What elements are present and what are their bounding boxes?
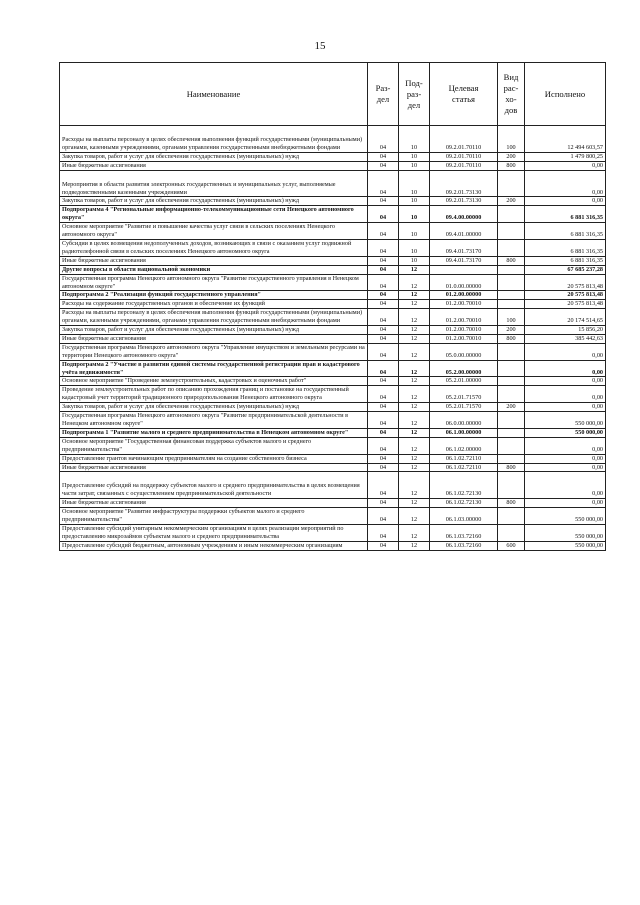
table-row (60, 360, 606, 377)
row-section: 04 (368, 152, 399, 161)
row-target-item: 05.0.00.00000 (430, 343, 498, 360)
row-section: 04 (368, 161, 399, 170)
row-expense-kind: 100 (498, 309, 525, 326)
row-target-item: 05.2.01.71570 (430, 403, 498, 412)
row-target-item: 09.2.01.70110 (430, 161, 498, 170)
table-row (60, 126, 606, 153)
row-executed: 0,00 (525, 170, 606, 197)
row-expense-kind (498, 343, 525, 360)
table-row (60, 223, 606, 240)
row-section: 04 (368, 126, 399, 153)
row-section: 04 (368, 334, 399, 343)
row-section: 04 (368, 541, 399, 550)
row-section: 04 (368, 428, 399, 437)
row-name: Закупка товаров, работ и услуг для обеспечения государственных (муниципальных) нужд (60, 152, 368, 161)
row-name: Подпрограмма 2 "Участие в развитии единой системы государственной регистрации прав и кадастрового учёта недвижимости" (60, 360, 368, 377)
header-target-item (430, 63, 498, 126)
row-name: Мероприятия в области развития электронных государственных и муниципальных услуг, выполняемые подведомственными казенными учреждениями (60, 170, 368, 197)
header-executed: Исполнено (525, 63, 606, 126)
row-name: Подпрограмма 1 "Развитие малого и среднего предпринимательства в Ненецком автономном округе" (60, 428, 368, 437)
row-executed: 0,00 (525, 437, 606, 454)
row-target-item: 09.4.01.00000 (430, 223, 498, 240)
row-target-item: 01.2.00.70010 (430, 309, 498, 326)
row-name: Основное мероприятие "Государственная финансовая поддержка субъектов малого и среднего предпринимательства" (60, 437, 368, 454)
budget-execution-table (59, 62, 606, 551)
row-expense-kind (498, 360, 525, 377)
row-expense-kind: 200 (498, 152, 525, 161)
row-section: 04 (368, 386, 399, 403)
row-expense-kind (498, 265, 525, 274)
table-row (60, 508, 606, 525)
row-executed: 0,00 (525, 386, 606, 403)
row-subsection: 10 (399, 152, 430, 161)
row-name: Предоставление субсидий бюджетным, автономным учреждениям и иным некоммерческим организациям (60, 541, 368, 550)
row-expense-kind (498, 412, 525, 429)
row-subsection: 10 (399, 239, 430, 256)
row-expense-kind (498, 472, 525, 499)
row-section: 04 (368, 454, 399, 463)
row-name: Иные бюджетные ассигнования (60, 499, 368, 508)
row-name: Иные бюджетные ассигнования (60, 463, 368, 472)
row-expense-kind: 600 (498, 541, 525, 550)
row-name: Подпрограмма 4 "Региональные информационно-телекоммуникационные сети Ненецкого автономного округа" (60, 206, 368, 223)
row-expense-kind: 800 (498, 499, 525, 508)
table-row (60, 437, 606, 454)
row-executed: 1 479 800,25 (525, 152, 606, 161)
table-row (60, 291, 606, 300)
row-name: Предоставление субсидий на поддержку субъектов малого и среднего предпринимательства в целях возмещения части затрат, связанных с осуществлением предпринимательской деятельности (60, 472, 368, 499)
row-name: Закупка товаров, работ и услуг для обеспечения государственных (муниципальных) нужд (60, 326, 368, 335)
row-name: Расходы на выплаты персоналу в целях обеспечения выполнения функций государственными (муниципальными) органами, казенными учреждениями, органами управления государственными внебюджетными фондами (60, 126, 368, 153)
table-row (60, 300, 606, 309)
row-expense-kind (498, 300, 525, 309)
row-name: Закупка товаров, работ и услуг для обеспечения государственных (муниципальных) нужд (60, 403, 368, 412)
row-target-item: 06.1.02.72130 (430, 499, 498, 508)
row-name: Проведение землеустроительных работ по описанию прохождения границ и постановке на государственный кадастровый учет территорий традиционного природопользования Ненецкого автономного округа (60, 386, 368, 403)
header-section-label: Раз- дел (375, 83, 391, 104)
row-executed: 20 575 813,48 (525, 291, 606, 300)
table-row (60, 343, 606, 360)
row-target-item: 05.2.01.00000 (430, 377, 498, 386)
row-section: 04 (368, 412, 399, 429)
row-target-item: 01.2.00.70010 (430, 300, 498, 309)
row-executed: 0,00 (525, 197, 606, 206)
row-expense-kind (498, 377, 525, 386)
row-name: Иные бюджетные ассигнования (60, 256, 368, 265)
row-subsection: 12 (399, 360, 430, 377)
row-name: Государственная программа Ненецкого автономного округа "Развитие предпринимательской деятельности в Ненецком автономном округе" (60, 412, 368, 429)
header-expense-kind (498, 63, 525, 126)
row-expense-kind (498, 291, 525, 300)
row-subsection: 12 (399, 499, 430, 508)
row-name: Основное мероприятие "Развитие и повышение качества услуг связи в сельских поселениях Ненецкого автономного округа" (60, 223, 368, 240)
table-row (60, 524, 606, 541)
row-target-item: 06.1.00.00000 (430, 428, 498, 437)
row-subsection: 12 (399, 524, 430, 541)
row-executed: 550 000,00 (525, 524, 606, 541)
row-expense-kind: 100 (498, 126, 525, 153)
row-name: Иные бюджетные ассигнования (60, 161, 368, 170)
row-target-item: 09.4.00.00000 (430, 206, 498, 223)
row-subsection: 12 (399, 343, 430, 360)
table-row (60, 463, 606, 472)
row-subsection: 12 (399, 377, 430, 386)
row-section: 04 (368, 197, 399, 206)
row-subsection: 10 (399, 126, 430, 153)
row-section: 04 (368, 508, 399, 525)
row-expense-kind (498, 239, 525, 256)
row-executed: 67 685 237,28 (525, 265, 606, 274)
row-subsection: 10 (399, 197, 430, 206)
row-target-item: 01.2.00.70010 (430, 334, 498, 343)
row-expense-kind: 800 (498, 334, 525, 343)
row-name: Расходы на выплаты персоналу в целях обеспечения выполнения функций государственными (муниципальными) органами, казенными учреждениями, органами управления государственными внебюджетными фондами (60, 309, 368, 326)
row-target-item: 06.1.03.72160 (430, 541, 498, 550)
row-executed: 20 174 514,65 (525, 309, 606, 326)
row-executed: 0,00 (525, 463, 606, 472)
header-target-item-label: Целевая статья (448, 83, 479, 104)
row-subsection: 12 (399, 403, 430, 412)
table-row (60, 170, 606, 197)
row-section: 04 (368, 265, 399, 274)
row-subsection: 10 (399, 161, 430, 170)
row-target-item (430, 265, 498, 274)
table-row (60, 274, 606, 291)
row-target-item: 09.2.01.73130 (430, 197, 498, 206)
row-executed: 0,00 (525, 343, 606, 360)
row-subsection: 10 (399, 223, 430, 240)
row-name: Другие вопросы в области национальной экономики (60, 265, 368, 274)
table-row (60, 541, 606, 550)
row-target-item: 09.2.01.70110 (430, 126, 498, 153)
row-expense-kind (498, 524, 525, 541)
row-target-item: 06.1.03.72160 (430, 524, 498, 541)
row-expense-kind: 800 (498, 463, 525, 472)
row-executed: 0,00 (525, 454, 606, 463)
table-row (60, 206, 606, 223)
row-executed: 0,00 (525, 499, 606, 508)
row-executed: 550 000,00 (525, 541, 606, 550)
row-name: Субсидии в целях возмещения недополученных доходов, возникающих в связи с оказанием услуг подвижной радиотелефонной связи в сельских поселениях Ненецкого автономного округа (60, 239, 368, 256)
row-name: Основное мероприятие "Проведение землеустроительных, кадастровых и оценочных работ" (60, 377, 368, 386)
table-row (60, 428, 606, 437)
row-subsection: 10 (399, 170, 430, 197)
row-section: 04 (368, 170, 399, 197)
row-subsection: 12 (399, 508, 430, 525)
header-name: Наименование (60, 63, 368, 126)
header-expense-kind-label: Вид рас- хо- дов (503, 72, 519, 115)
row-subsection: 12 (399, 541, 430, 550)
table-row (60, 377, 606, 386)
row-target-item: 01.2.00.70010 (430, 326, 498, 335)
row-executed: 6 881 316,35 (525, 223, 606, 240)
row-expense-kind (498, 428, 525, 437)
row-target-item: 06.1.02.00000 (430, 437, 498, 454)
row-executed: 0,00 (525, 161, 606, 170)
row-target-item: 06.1.02.72110 (430, 454, 498, 463)
row-executed: 0,00 (525, 403, 606, 412)
table-row (60, 152, 606, 161)
table-row (60, 309, 606, 326)
row-expense-kind (498, 274, 525, 291)
row-name: Предоставление субсидий унитарным некоммерческим организациям в целях реализации мероприятий по предоставлению микрозаймов субъектам малого и среднего предпринимательства (60, 524, 368, 541)
row-name: Расходы на содержание государственных органов и обеспечение их функций (60, 300, 368, 309)
table-row (60, 239, 606, 256)
table-row (60, 256, 606, 265)
row-subsection: 12 (399, 309, 430, 326)
row-target-item: 06.1.02.72110 (430, 463, 498, 472)
row-target-item: 09.4.01.73170 (430, 239, 498, 256)
row-executed: 0,00 (525, 377, 606, 386)
row-subsection: 12 (399, 300, 430, 309)
row-subsection: 10 (399, 206, 430, 223)
row-section: 04 (368, 274, 399, 291)
row-target-item: 06.1.02.72130 (430, 472, 498, 499)
row-section: 04 (368, 437, 399, 454)
row-section: 04 (368, 256, 399, 265)
row-executed: 0,00 (525, 472, 606, 499)
row-name: Государственная программа Ненецкого автономного округа "Управление имуществом и земельными ресурсами на территории Ненецкого автономного округа" (60, 343, 368, 360)
row-expense-kind (498, 508, 525, 525)
row-expense-kind (498, 454, 525, 463)
row-expense-kind: 200 (498, 403, 525, 412)
table-row (60, 334, 606, 343)
row-section: 04 (368, 499, 399, 508)
row-executed: 550 000,00 (525, 508, 606, 525)
row-section: 04 (368, 206, 399, 223)
row-expense-kind (498, 170, 525, 197)
table-row (60, 386, 606, 403)
table-row (60, 499, 606, 508)
table-row (60, 412, 606, 429)
row-section: 04 (368, 524, 399, 541)
row-name: Государственная программа Ненецкого автономного округа "Развитие государственного управления в Ненецком автономном округе" (60, 274, 368, 291)
row-subsection: 12 (399, 428, 430, 437)
row-section: 04 (368, 300, 399, 309)
row-section: 04 (368, 343, 399, 360)
header-subsection-label: Под- раз- дел (405, 77, 423, 110)
table-row (60, 197, 606, 206)
row-expense-kind: 800 (498, 161, 525, 170)
row-subsection: 12 (399, 265, 430, 274)
row-expense-kind: 200 (498, 197, 525, 206)
row-target-item: 09.2.01.70110 (430, 152, 498, 161)
row-executed: 385 442,63 (525, 334, 606, 343)
row-subsection: 12 (399, 472, 430, 499)
row-subsection: 12 (399, 454, 430, 463)
row-target-item: 01.2.00.00000 (430, 291, 498, 300)
row-section: 04 (368, 472, 399, 499)
row-executed: 20 575 813,48 (525, 300, 606, 309)
row-executed: 6 881 316,35 (525, 256, 606, 265)
row-target-item: 06.0.00.00000 (430, 412, 498, 429)
row-subsection: 10 (399, 256, 430, 265)
row-section: 04 (368, 360, 399, 377)
row-subsection: 12 (399, 412, 430, 429)
row-executed: 15 856,20 (525, 326, 606, 335)
row-target-item: 09.2.01.73130 (430, 170, 498, 197)
row-target-item: 01.0.00.00000 (430, 274, 498, 291)
row-executed: 6 881 316,35 (525, 239, 606, 256)
row-subsection: 12 (399, 334, 430, 343)
row-subsection: 12 (399, 274, 430, 291)
table-row (60, 403, 606, 412)
row-section: 04 (368, 326, 399, 335)
table-row (60, 265, 606, 274)
row-subsection: 12 (399, 291, 430, 300)
row-target-item: 06.1.03.00000 (430, 508, 498, 525)
row-expense-kind: 800 (498, 256, 525, 265)
row-section: 04 (368, 377, 399, 386)
table-header-row (60, 63, 606, 126)
row-name: Предоставление грантов начинающим предпринимателям на создание собственного бизнеса (60, 454, 368, 463)
row-target-item: 05.2.00.00000 (430, 360, 498, 377)
row-subsection: 12 (399, 326, 430, 335)
row-expense-kind (498, 437, 525, 454)
row-name: Иные бюджетные ассигнования (60, 334, 368, 343)
table-row (60, 161, 606, 170)
row-expense-kind: 200 (498, 326, 525, 335)
row-section: 04 (368, 223, 399, 240)
row-target-item: 09.4.01.73170 (430, 256, 498, 265)
row-section: 04 (368, 291, 399, 300)
row-target-item: 05.2.01.71570 (430, 386, 498, 403)
row-name: Закупка товаров, работ и услуг для обеспечения государственных (муниципальных) нужд (60, 197, 368, 206)
header-subsection (399, 63, 430, 126)
row-expense-kind (498, 223, 525, 240)
row-executed: 0,00 (525, 360, 606, 377)
row-section: 04 (368, 239, 399, 256)
row-executed: 550 000,00 (525, 412, 606, 429)
row-subsection: 12 (399, 386, 430, 403)
row-expense-kind (498, 386, 525, 403)
row-executed: 6 881 316,35 (525, 206, 606, 223)
row-name: Основное мероприятие "Развитие инфраструктуры поддержки субъектов малого и среднего предпринимательства" (60, 508, 368, 525)
row-section: 04 (368, 463, 399, 472)
table-row (60, 454, 606, 463)
row-executed: 20 575 813,48 (525, 274, 606, 291)
row-subsection: 12 (399, 463, 430, 472)
row-executed: 550 000,00 (525, 428, 606, 437)
row-executed: 12 494 603,57 (525, 126, 606, 153)
row-subsection: 12 (399, 437, 430, 454)
header-section (368, 63, 399, 126)
row-section: 04 (368, 309, 399, 326)
row-expense-kind (498, 206, 525, 223)
row-name: Подпрограмма 2 "Реализация функций государственного управления" (60, 291, 368, 300)
row-section: 04 (368, 403, 399, 412)
table-row (60, 326, 606, 335)
page-number: 15 (314, 40, 326, 52)
table-row (60, 472, 606, 499)
